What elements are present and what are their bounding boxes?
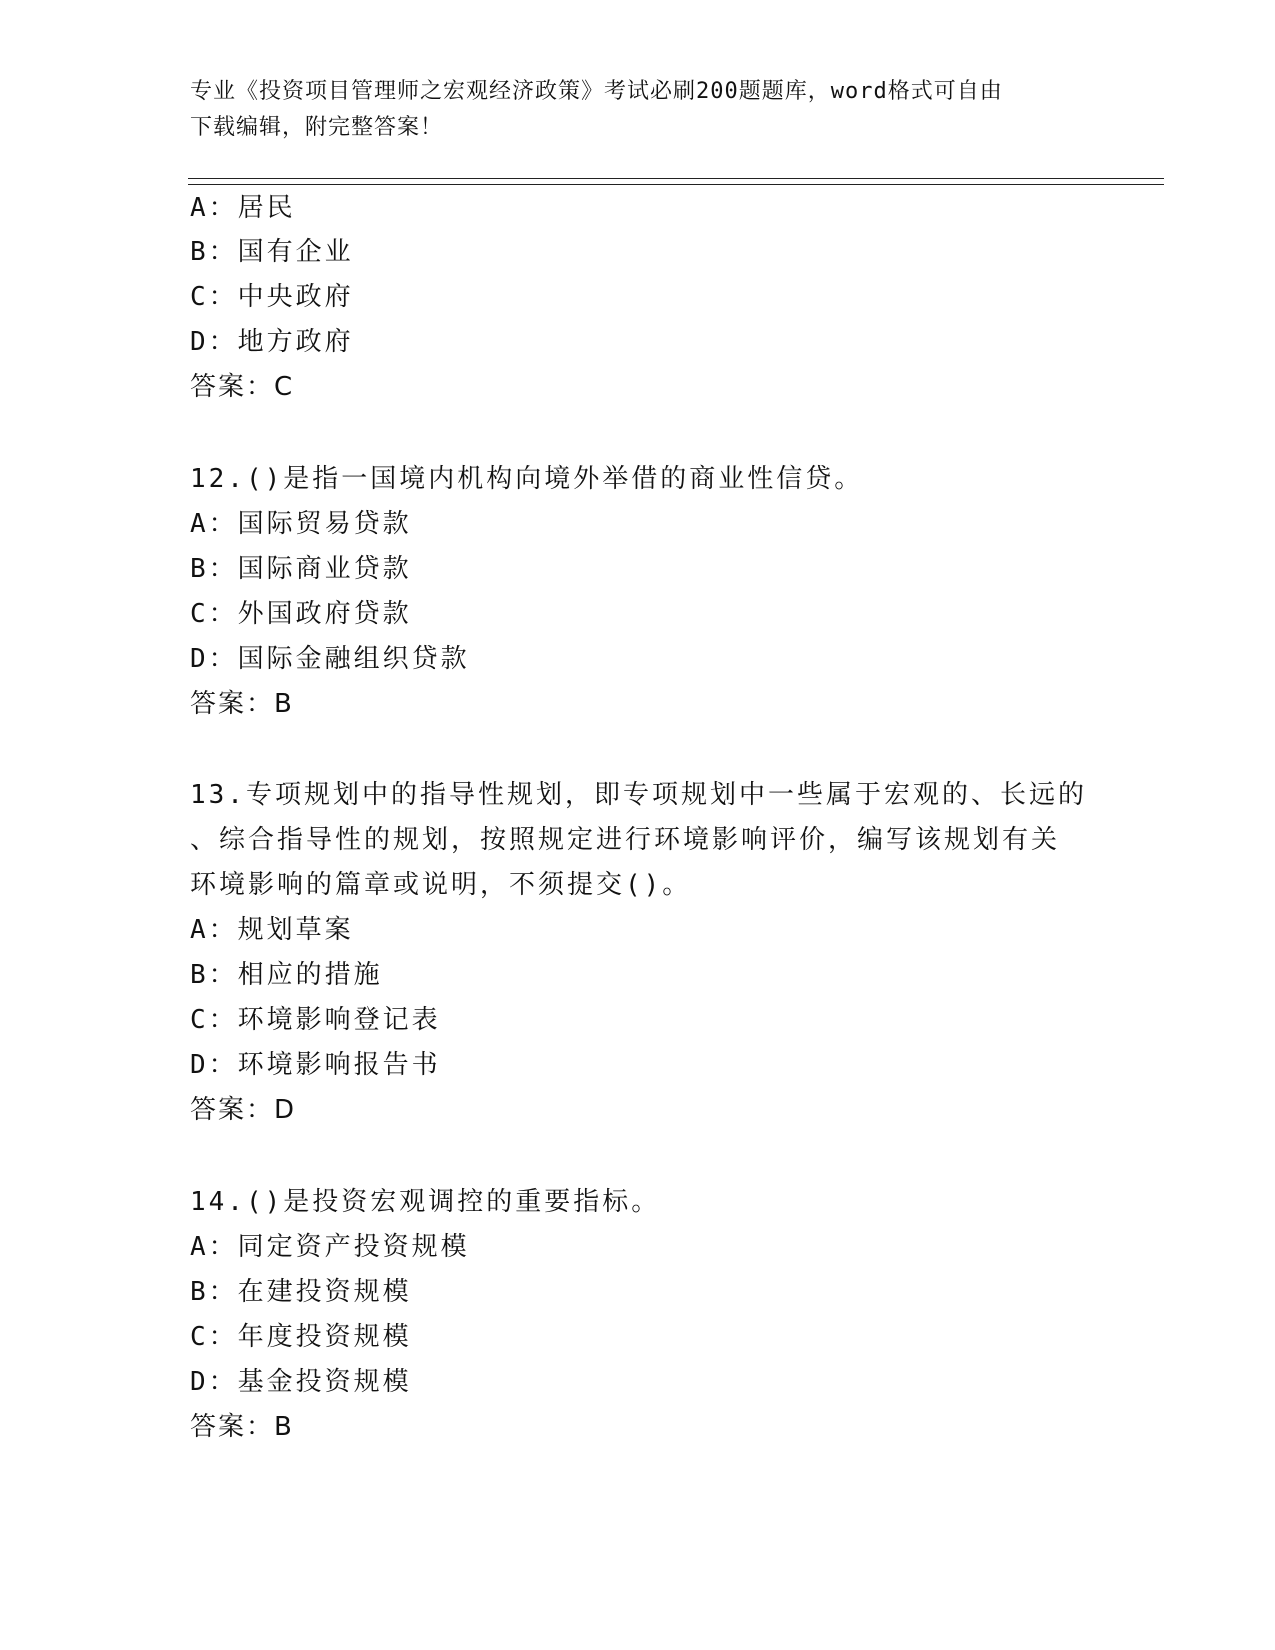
q14-option-a: A：同定资产投资规模 [190,1232,470,1262]
q13-stem-line-2: 、综合指导性的规划，按照规定进行环境影响评价，编写该规划有关 [190,825,1061,855]
q11-option-a: A：居民 [190,193,296,223]
header-line-1: 专业《投资项目管理师之宏观经济政策》考试必刷200题题库，word格式可自由 [190,79,1003,104]
document-header [190,74,1070,146]
q12-option-a: A：国际贸易贷款 [190,509,412,539]
q12-option-c: C：外国政府贷款 [190,599,412,629]
q12-answer: 答案：B [190,689,294,719]
header-rule-top [188,178,1164,179]
header-rule-bottom [188,184,1164,185]
q13-option-b: B：相应的措施 [190,960,383,990]
q14-option-d: D：基金投资规模 [190,1367,412,1397]
q11-option-c: C：中央政府 [190,282,354,312]
q13-option-c: C：环境影响登记表 [190,1005,441,1035]
q11-option-b: B：国有企业 [190,237,354,267]
q14-stem: 14.()是投资宏观调控的重要指标。 [190,1187,661,1217]
q14-option-c: C：年度投资规模 [190,1322,412,1352]
q12-option-d: D：国际金融组织贷款 [190,644,470,674]
q14-answer: 答案：B [190,1412,294,1442]
q13-option-a: A：规划草案 [190,915,354,945]
q11-option-d: D：地方政府 [190,327,354,357]
q12-option-b: B：国际商业贷款 [190,554,412,584]
q11-answer: 答案：C [190,372,295,402]
q12-stem: 12.()是指一国境内机构向境外举借的商业性信贷。 [190,464,864,494]
q13-option-d: D：环境影响报告书 [190,1050,441,1080]
q13-answer: 答案：D [190,1095,297,1125]
q13-stem-line-1: 13.专项规划中的指导性规划，即专项规划中一些属于宏观的、长远的 [190,780,1087,810]
header-line-2: 下载编辑，附完整答案！ [190,115,444,140]
q13-stem-line-3: 环境影响的篇章或说明，不须提交()。 [190,870,692,900]
q14-option-b: B：在建投资规模 [190,1277,412,1307]
